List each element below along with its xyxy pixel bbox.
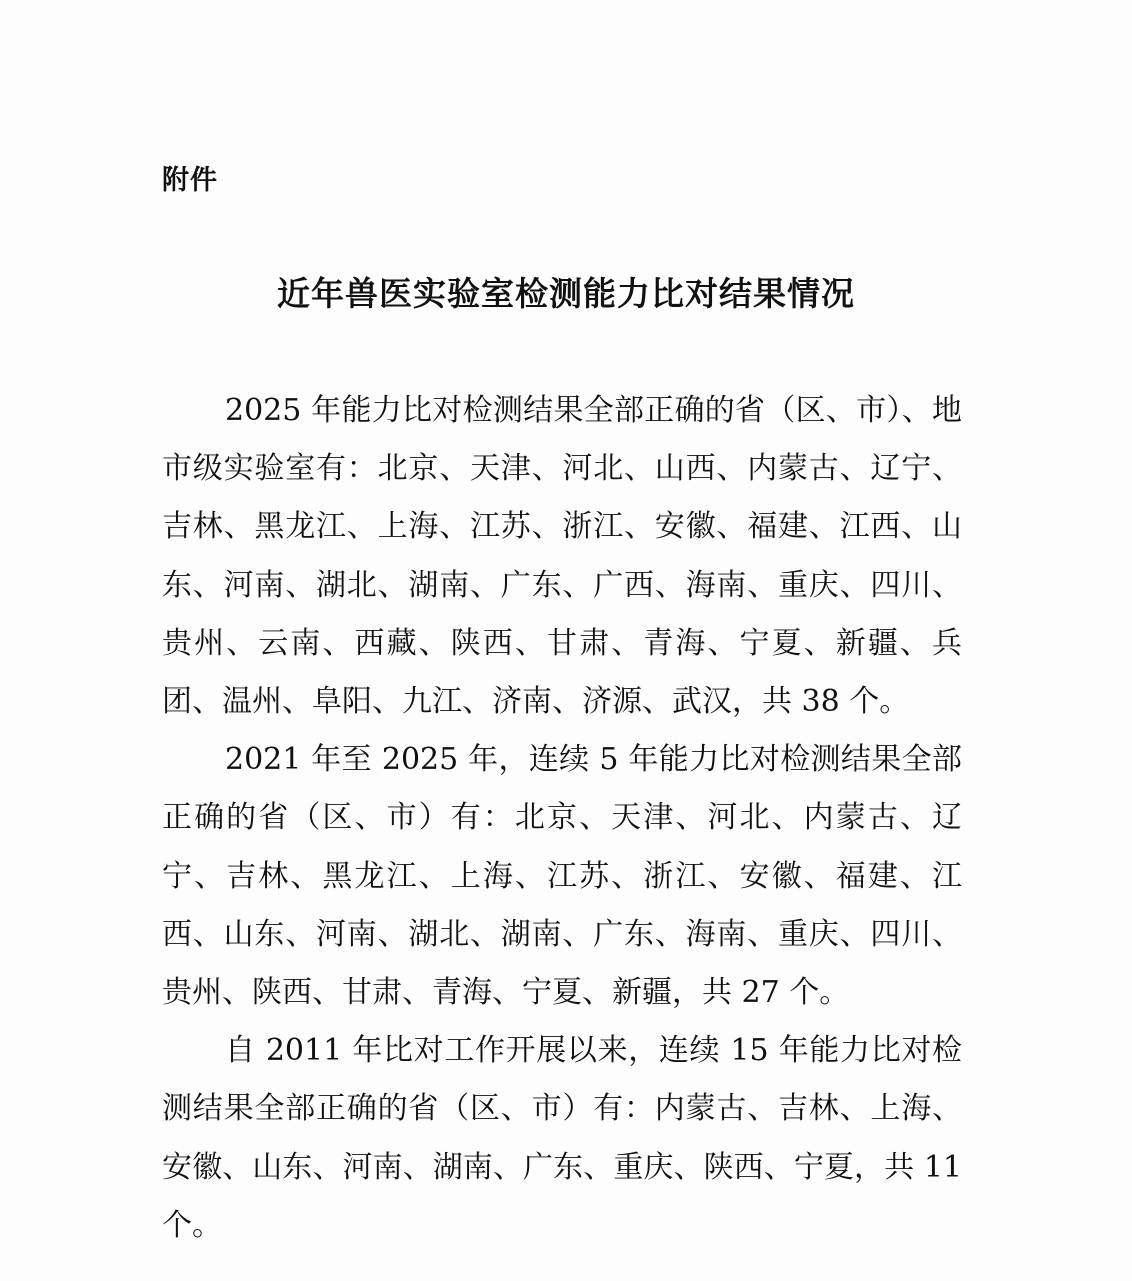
paragraph-five-year-results: 2021 年至 2025 年，连续 5 年能力比对检测结果全部正确的省（区、市）有：北京、天津、河北、内蒙古、辽宁、吉林、黑龙江、上海、江苏、浙江、安徽、福建、江西、山东、河南、湖北、湖南、广东、海南、重庆、四川、贵州、陕西、甘肃、青海、宁夏、新疆，共 27 个。 xyxy=(162,742,962,1011)
paragraph-2025-results: 2025 年能力比对检测结果全部正确的省（区、市）、地市级实验室有：北京、天津、河北、山西、内蒙古、辽宁、吉林、黑龙江、上海、江苏、浙江、安徽、福建、江西、山东、河南、湖北、湖南、广东、广西、海南、重庆、四川、贵州、云南、西藏、陕西、甘肃、青海、宁夏、新疆、兵团、温州、阜阳、九江、济南、济源、武汉，共 38 个。 xyxy=(162,393,962,720)
attachment-label: 附件 xyxy=(162,165,218,196)
paragraph-fifteen-year-results: 自 2011 年比对工作开展以来，连续 15 年能力比对检测结果全部正确的省（区、市）有：内蒙古、吉林、上海、安徽、山东、河南、湖南、广东、重庆、陕西、宁夏，共 11 个。 xyxy=(162,1033,962,1243)
document-title: 近年兽医实验室检测能力比对结果情况 xyxy=(277,274,855,313)
document-body xyxy=(162,382,962,1255)
